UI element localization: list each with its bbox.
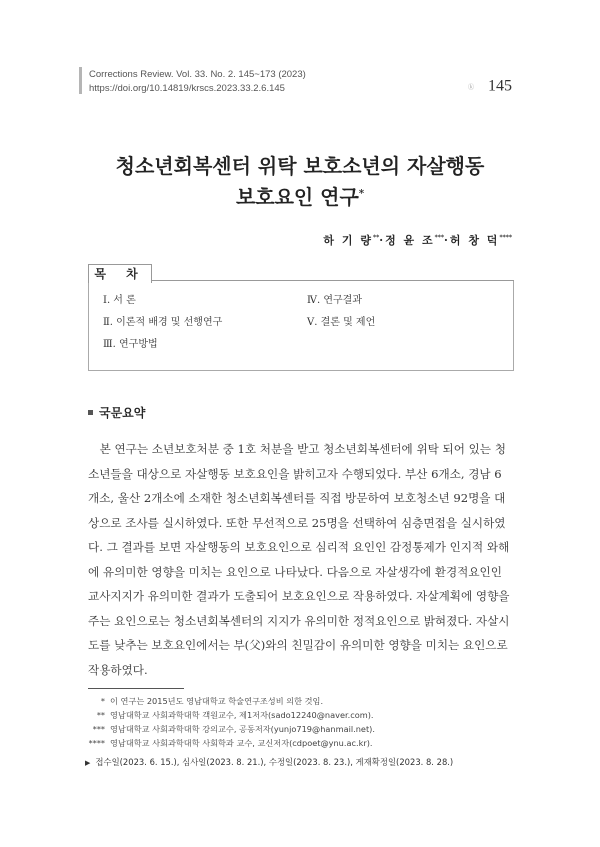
- abstract-line: 개소, 울산 2개소에 소재한 청소년회복센터를 직접 방문하여 보호청소년 92명을 대: [88, 491, 506, 505]
- footnote: [81, 722, 375, 736]
- author-mark: ****: [499, 234, 512, 242]
- toc-heading: 목 차: [88, 264, 152, 283]
- author-separator: ·: [444, 234, 450, 247]
- footnote-mark: ***: [92, 724, 105, 734]
- page-number: 145: [488, 77, 512, 95]
- paper-title-line-2-text: 보호요인 연구: [235, 185, 359, 209]
- dates-text: 접수일(2023. 6. 15.), 심사일(2023. 8. 21.), 수정일(2023. 8. 23.), 게재확정일(2023. 8. 28.): [95, 757, 454, 767]
- abstract-line: 도를 낮추는 보호요인에서는 부(父)와의 친밀감이 유의미한 영향을 미치는 요인으로: [88, 638, 508, 652]
- author-list: [323, 232, 512, 248]
- footnote-mark: ****: [88, 738, 105, 748]
- abstract-line: 본 연구는 소년보호처분 중 1호 처분을 받고 청소년회복센터에 위탁 되어 있는 청: [88, 442, 506, 456]
- doi-link[interactable]: https://doi.org/10.14819/krscs.2023.33.2.6.145: [89, 83, 285, 94]
- triangle-bullet-icon: ▶: [85, 759, 91, 767]
- journal-citation: Corrections Review. Vol. 33. No. 2. 145~173 (2023): [89, 69, 306, 80]
- author-name: 정 윤 조: [385, 234, 435, 247]
- author-name: 하 기 량: [323, 234, 373, 247]
- footnote-mark: **: [96, 710, 105, 720]
- square-bullet-icon: [88, 410, 93, 415]
- footnote-text: 영남대학교 사회과학대학 객원교수, 제1저자(sado12240@naver.com).: [110, 710, 374, 720]
- paper-title-line-1: 청소년회복센터 위탁 보호소년의 자살행동: [115, 154, 485, 178]
- abstract-heading: [88, 404, 145, 421]
- toc-column-right: [307, 290, 375, 334]
- footnote-text: 영남대학교 사회과학대학 강의교수, 공동저자(yunjo719@hanmail.net).: [110, 724, 375, 734]
- footnote-text: 이 연구는 2015년도 영남대학교 학술연구조성비 의한 것임.: [110, 696, 324, 706]
- footnote: [81, 708, 375, 722]
- paper-title-line-2: [0, 181, 600, 210]
- author-name: 허 창 덕: [449, 234, 500, 247]
- footnotes: [81, 694, 375, 750]
- footnote: [81, 736, 375, 750]
- page-mark: ⓚ: [467, 84, 474, 91]
- author-mark: **: [372, 234, 380, 242]
- header-rule: [79, 67, 82, 94]
- footnote-rule: [88, 688, 184, 689]
- author-separator: ·: [379, 234, 386, 247]
- abstract-line: 상으로 조사를 실시하였다. 또한 무선적으로 25명을 선택하여 심층면접을 실시하였: [88, 515, 506, 530]
- abstract-line: 교사지지가 유의미한 결과가 도출되어 보호요인으로 작용하였다. 자살계획에 영향을: [88, 589, 510, 603]
- toc-item[interactable]: Ⅴ. 결론 및 제언: [307, 317, 376, 328]
- journal-info: [89, 68, 306, 96]
- abstract-body: [88, 437, 514, 682]
- author-mark: ***: [434, 234, 445, 242]
- abstract-heading-text: 국문요약: [99, 406, 146, 420]
- footnote: [81, 694, 375, 708]
- abstract-line: 작용하였다.: [88, 662, 148, 677]
- toc-column-left: [103, 290, 222, 356]
- abstract-line: 주는 요인으로는 청소년회복센터의 지지가 유의미한 정적요인으로 밝혀졌다. 자살시: [88, 613, 510, 628]
- toc-item[interactable]: Ⅳ. 연구결과: [307, 295, 362, 306]
- abstract-line: 에 유의미한 영향을 미치는 요인으로 나타났다. 다음으로 자살생각에 환경적요인인: [88, 564, 502, 579]
- footnote-text: 영남대학교 사회과학대학 사회학과 교수, 교신저자(cdpoet@ynu.ac.kr).: [110, 738, 373, 748]
- toc-item[interactable]: Ⅲ. 연구방법: [103, 339, 158, 350]
- submission-dates: [85, 756, 453, 768]
- page-number-block: [468, 77, 512, 95]
- abstract-line: 소년들을 대상으로 자살행동 보호요인을 밝히고자 수행되었다. 부산 6개소, 경남 6: [88, 466, 502, 481]
- footnote-mark: *: [100, 696, 105, 706]
- toc-item[interactable]: Ⅰ. 서 론: [103, 295, 136, 306]
- abstract-line: 다. 그 결과를 보면 자살행동의 보호요인으로 심리적 요인인 감정통제가 인지적 와해: [88, 540, 510, 554]
- toc-item[interactable]: Ⅱ. 이론적 배경 및 선행연구: [103, 317, 223, 328]
- title-footnote-mark: *: [358, 188, 365, 200]
